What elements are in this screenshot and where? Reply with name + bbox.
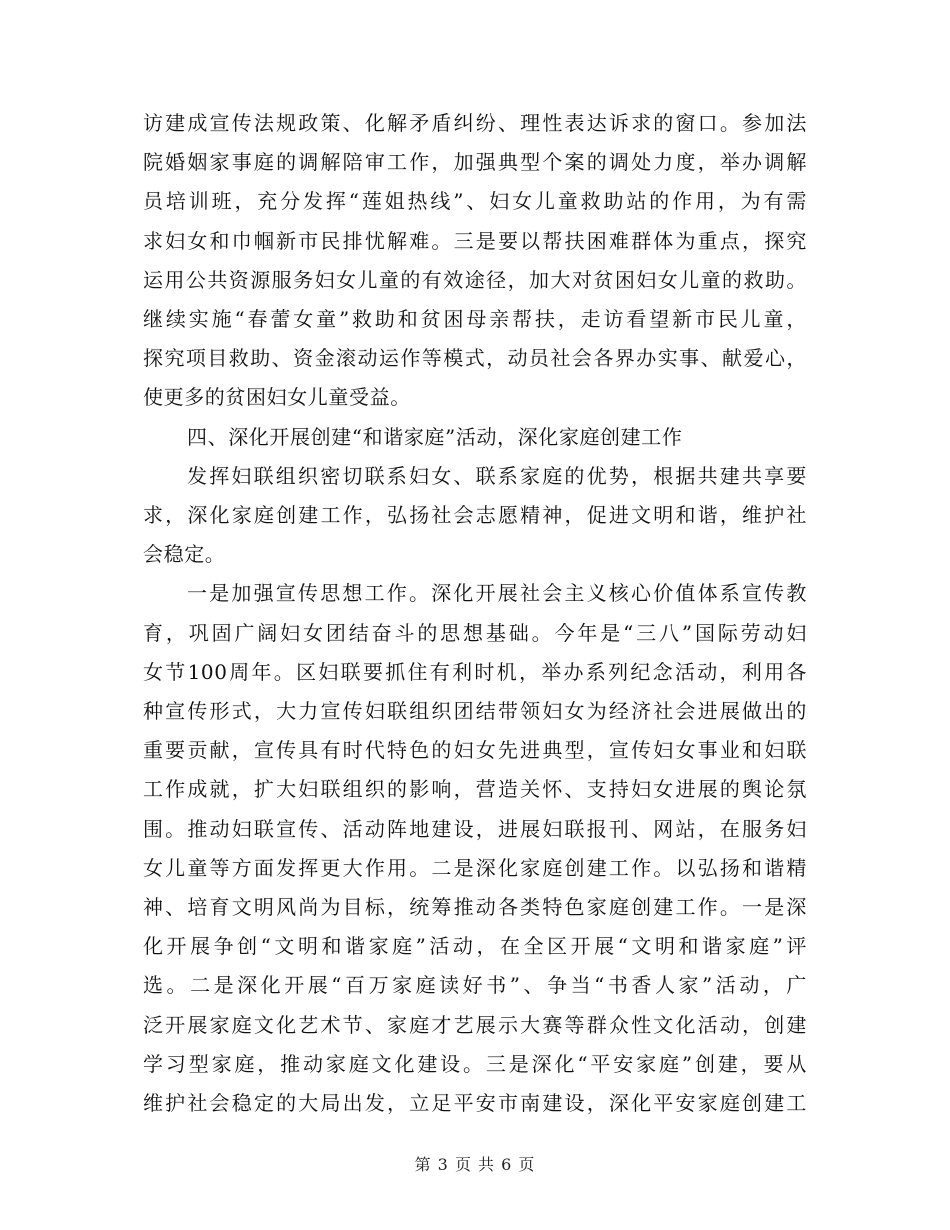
paragraph-line: 女节100周年。区妇联要抓住有利时机，举办系列纪念活动，利用各: [143, 659, 807, 684]
paragraph-1: [143, 104, 807, 418]
paragraph-line: 会稳定。: [143, 542, 226, 567]
paragraph-line: 泛开展家庭文化艺术节、家庭才艺展示大赛等群众性文化活动，创建: [143, 1012, 807, 1037]
paragraph-line: 发挥妇联组织密切联系妇女、联系家庭的优势，根据共建共享要: [187, 463, 807, 488]
paragraph-line: 育，巩固广阔妇女团结奋斗的思想基础。今年是“三八”国际劳动妇: [143, 620, 807, 645]
paragraph-line: 女儿童等方面发挥更大作用。二是深化家庭创建工作。以弘扬和谐精: [143, 855, 807, 880]
paragraph-line: 化开展争创“文明和谐家庭”活动，在全区开展“文明和谐家庭”评: [143, 934, 807, 959]
paragraph-line: 院婚姻家事庭的调解陪审工作，加强典型个案的调处力度，举办调解: [143, 150, 807, 175]
paragraph-line: 员培训班，充分发挥“莲姐热线”、妇女儿童救助站的作用，为有需: [143, 189, 807, 214]
paragraph-line: 一是加强宣传思想工作。深化开展社会主义核心价值体系宣传教: [187, 581, 807, 606]
paragraph-line: 工作成就，扩大妇联组织的影响，营造关怀、支持妇女进展的舆论氛: [143, 777, 807, 802]
paragraph-line: 访建成宣传法规政策、化解矛盾纠纷、理性表达诉求的窗口。参加法: [143, 111, 807, 135]
paragraph-line: 使更多的贫困妇女儿童受益。: [143, 385, 411, 410]
section-heading: 四、深化开展创建“和谐家庭”活动，深化家庭创建工作: [187, 424, 683, 449]
paragraph-3: [143, 574, 807, 1123]
document-body: [143, 104, 807, 1123]
page-number-footer: 第 3 页 共 6 页: [414, 1155, 536, 1174]
paragraph-line: 种宣传形式，大力宣传妇联组织团结带领妇女为经济社会进展做出的: [143, 699, 807, 724]
paragraph-line: 学习型家庭，推动家庭文化建设。三是深化“平安家庭”创建，要从: [143, 1051, 807, 1076]
paragraph-line: 围。推动妇联宣传、活动阵地建设，进展妇联报刊、网站，在服务妇: [143, 816, 807, 841]
paragraph-line: 继续实施“春蕾女童”救助和贫困母亲帮扶，走访看望新市民儿童，: [143, 307, 807, 332]
paragraph-line: 运用公共资源服务妇女儿童的有效途径，加大对贫困妇女儿童的救助。: [143, 267, 807, 292]
paragraph-line: 选。二是深化开展“百万家庭读好书”、争当“书香人家”活动，广: [143, 973, 807, 998]
paragraph-line: 求，深化家庭创建工作，弘扬社会志愿精神，促进文明和谐，维护社: [143, 503, 807, 528]
paragraph-2: [143, 457, 807, 575]
paragraph-line: 神、培育文明风尚为目标，统筹推动各类特色家庭创建工作。一是深: [143, 895, 807, 920]
paragraph-line: 维护社会稳定的大局出发，立足平安市南建设，深化平安家庭创建工: [143, 1091, 807, 1116]
paragraph-line: 探究项目救助、资金滚动运作等模式，动员社会各界办实事、献爱心，: [143, 346, 807, 371]
paragraph-line: 求妇女和巾帼新市民排忧解难。三是要以帮扶困难群体为重点，探究: [143, 228, 807, 253]
paragraph-line: 重要贡献，宣传具有时代特色的妇女先进典型，宣传妇女事业和妇联: [143, 738, 807, 763]
